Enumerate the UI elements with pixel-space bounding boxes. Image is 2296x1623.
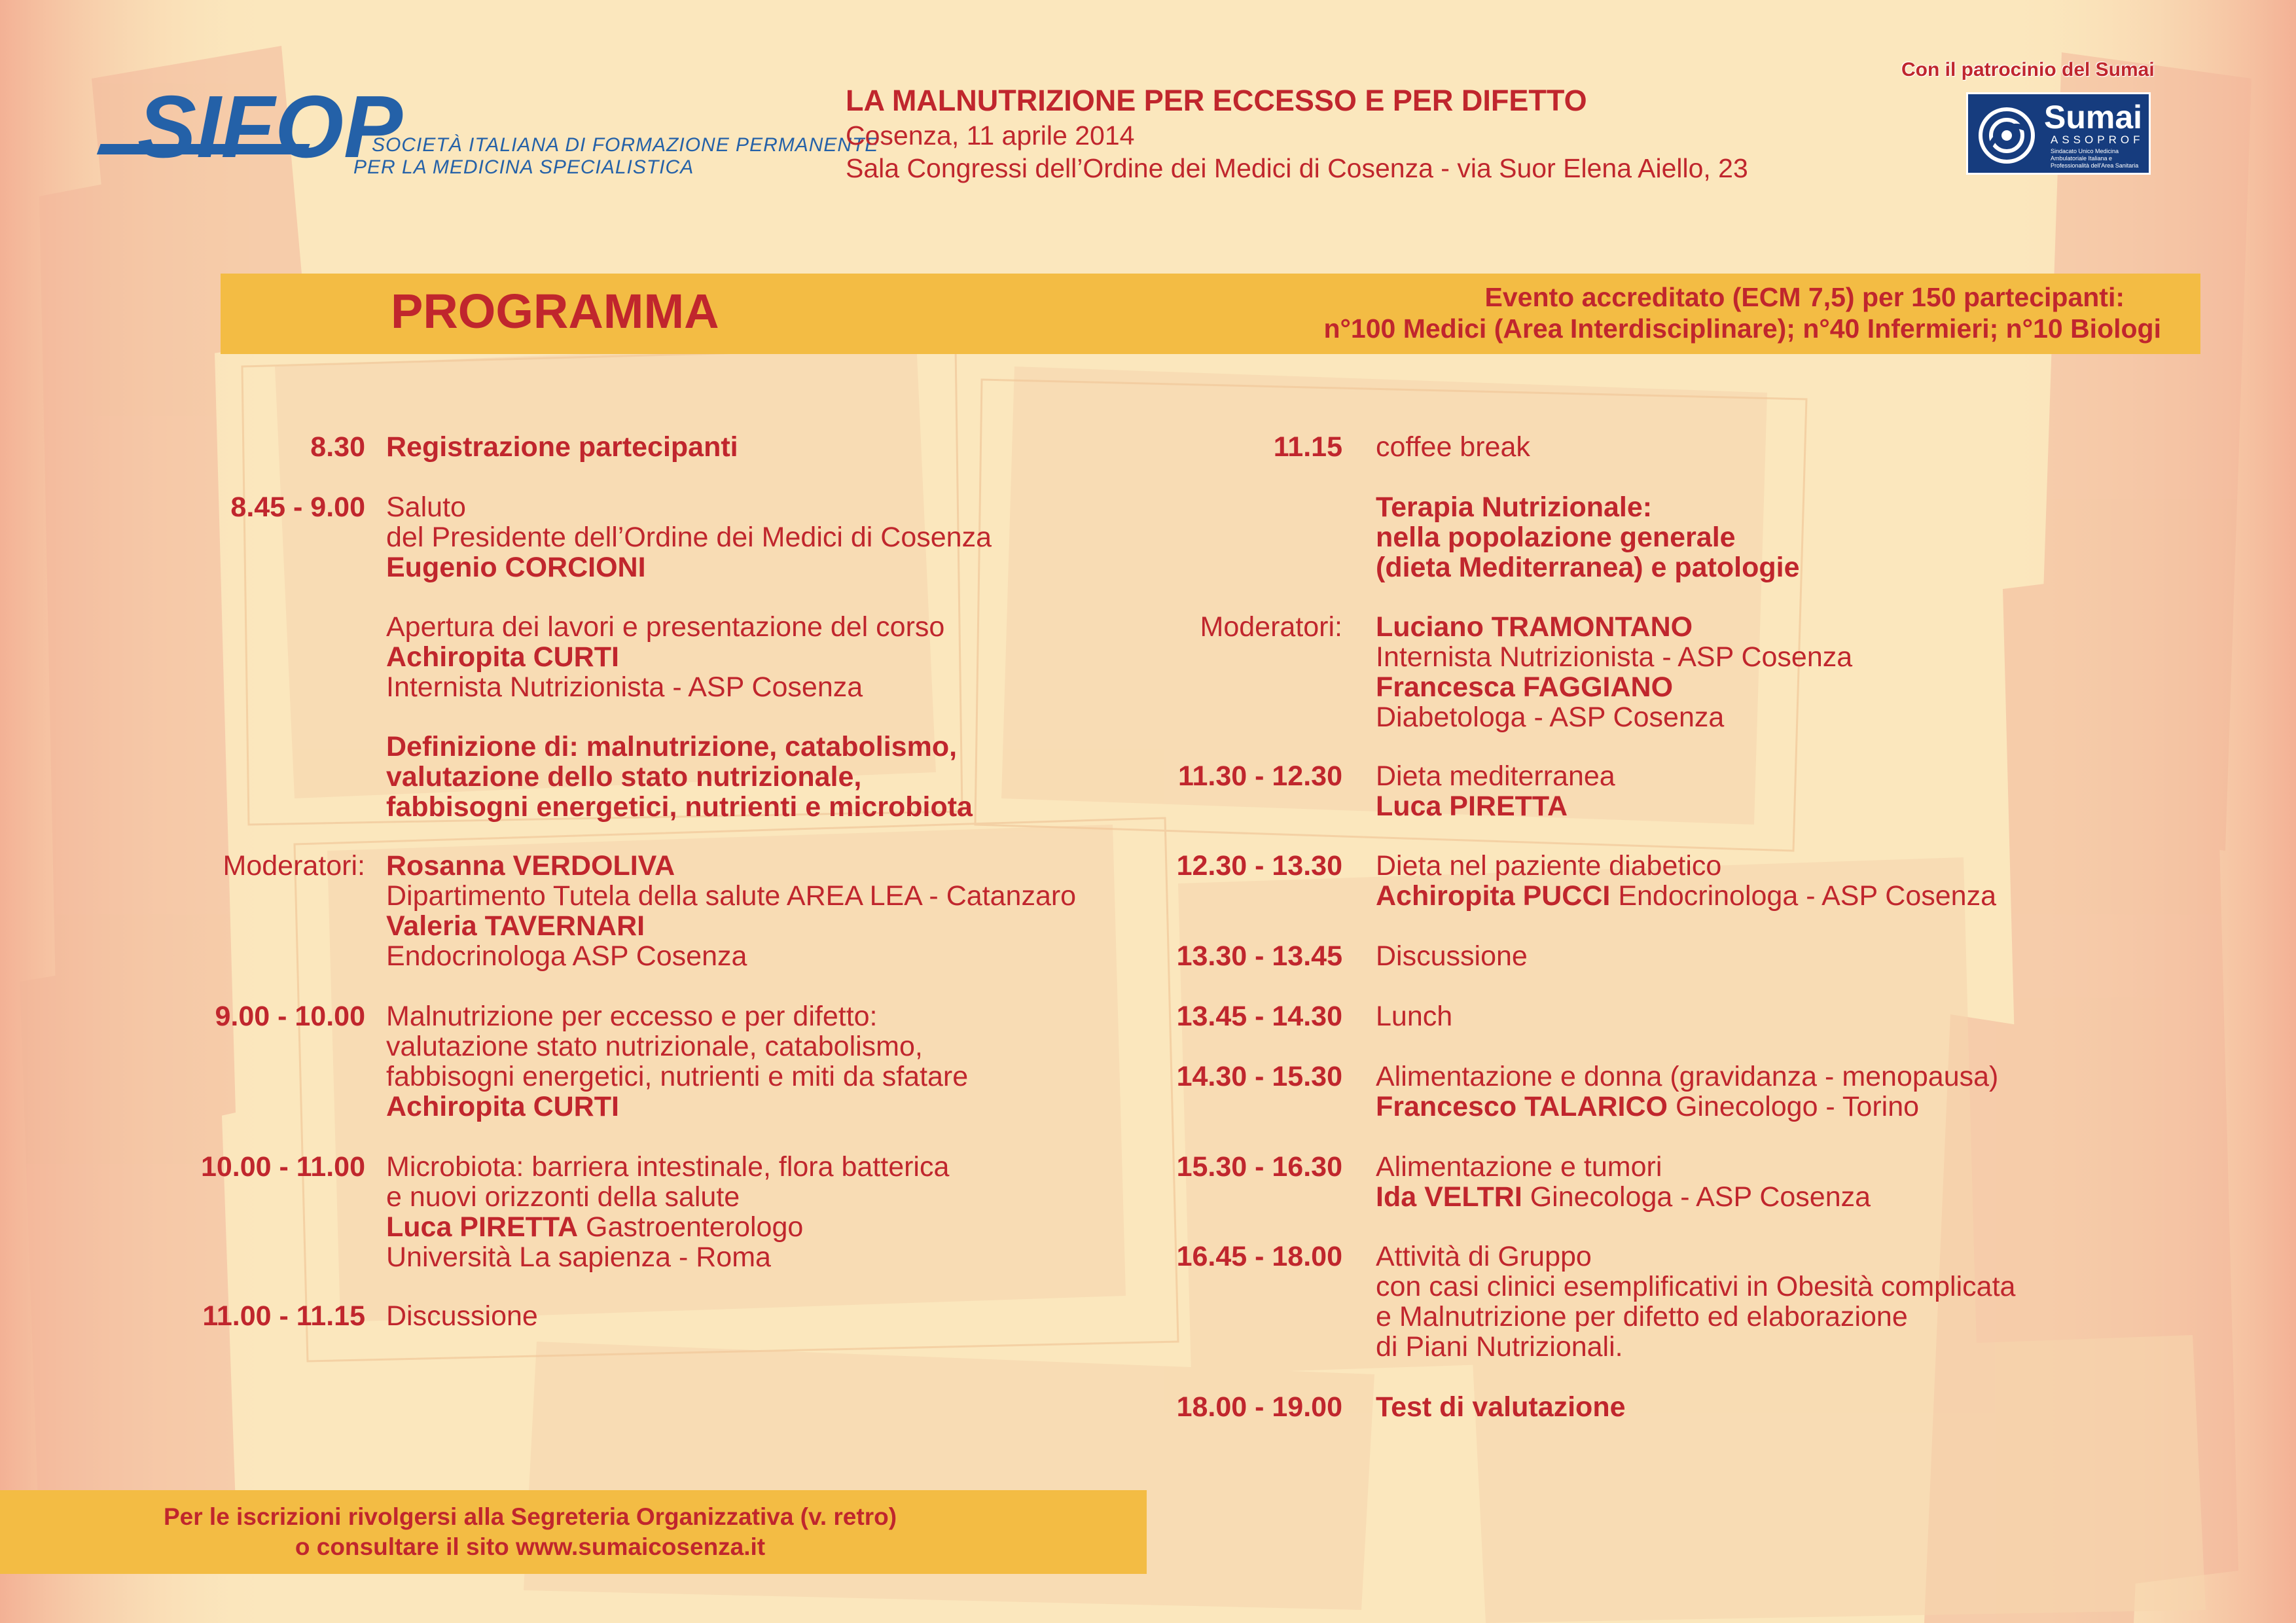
speaker-line <box>1376 881 1996 911</box>
time-slot: 11.15 <box>1273 431 1342 463</box>
session-line: Alimentazione e tumori <box>1376 1151 1662 1183</box>
programma-heading: PROGRAMMA <box>391 284 719 338</box>
time-slot: 14.30 - 15.30 <box>1176 1061 1342 1092</box>
session-line: nella popolazione generale <box>1376 522 1736 553</box>
speaker-name: Luca PIRETTA <box>1376 791 1568 822</box>
session-definitions <box>386 732 973 822</box>
speaker-role: Gastroenterologo <box>578 1211 804 1243</box>
session-line: con casi clinici esemplificativi in Obesità complicata <box>1376 1271 2016 1302</box>
speaker-name: Achiropita CURTI <box>386 1091 619 1122</box>
session-mediterranean-diet <box>1376 761 1615 821</box>
speaker-name: Luciano TRAMONTANO <box>1376 611 1693 643</box>
session-line: fabbisogni energetici, nutrienti e microbiota <box>386 791 973 823</box>
logo-caption-line2: PER LA MEDICINA SPECIALISTICA <box>353 156 694 178</box>
moderators-list <box>1376 612 1852 732</box>
session-line: Saluto <box>386 491 466 523</box>
session-line: valutazione stato nutrizionale, catabolismo, <box>386 1031 923 1062</box>
registration-footer <box>0 1490 1147 1574</box>
speaker-name: Luca PIRETTA <box>386 1211 579 1243</box>
time-slot: 13.30 - 13.45 <box>1176 940 1342 972</box>
time-slot: 10.00 - 11.00 <box>200 1151 365 1183</box>
time-slot: 12.30 - 13.30 <box>1176 850 1342 882</box>
sumai-word: Sumai <box>2044 99 2143 135</box>
session-line: (dieta Mediterranea) e patologie <box>1376 552 1800 583</box>
time-slot: 9.00 - 10.00 <box>215 1001 365 1032</box>
session-line: Microbiota: barriera intestinale, flora batterica <box>386 1151 950 1183</box>
moderators-label: Moderatori: <box>223 850 365 882</box>
speaker-role: Diabetologa - ASP Cosenza <box>1376 702 1725 733</box>
time-slot: 8.30 <box>310 431 365 463</box>
session-line: valutazione dello stato nutrizionale, <box>386 761 862 793</box>
session-line: e Malnutrizione per difetto ed elaborazione <box>1376 1301 1908 1332</box>
logo-caption <box>353 134 878 179</box>
speaker-name: Rosanna VERDOLIVA <box>386 850 675 882</box>
speaker-role: Endocrinologa - ASP Cosenza <box>1610 880 1997 912</box>
session-women <box>1376 1061 1998 1122</box>
patronage-label: Con il patrocinio del Sumai <box>1901 59 2155 80</box>
speaker-line <box>1376 1182 1871 1212</box>
event-title: LA MALNUTRIZIONE PER ECCESSO E PER DIFETTO <box>846 84 1587 117</box>
speaker-name: Ida VELTRI <box>1376 1181 1522 1213</box>
ecm-accreditation <box>1323 281 2161 344</box>
time-slot: 18.00 - 19.00 <box>1176 1391 1342 1423</box>
session-welcome <box>386 492 992 582</box>
speaker-name: Achiropita CURTI <box>386 641 619 673</box>
session-line: Dieta nel paziente diabetico <box>1376 850 1722 882</box>
moderators-label: Moderatori: <box>1200 611 1342 643</box>
sifop-logo <box>118 77 403 190</box>
speaker-name: Eugenio CORCIONI <box>386 552 646 583</box>
footer-line2: o consultare il sito www.sumaicosenza.it <box>295 1533 766 1560</box>
session-line: e nuovi orizzonti della salute <box>386 1181 740 1213</box>
ecm-line1: Evento accreditato (ECM 7,5) per 150 partecipanti: <box>1484 282 2125 312</box>
session-coffee-break: coffee break <box>1376 431 1530 463</box>
session-line: Dieta mediterranea <box>1376 760 1615 792</box>
session-diabetic-diet <box>1376 851 1996 911</box>
session-lunch: Lunch <box>1376 1001 1453 1032</box>
speaker-name: Francesca FAGGIANO <box>1376 671 1674 703</box>
session-discussion: Discussione <box>1376 940 1528 972</box>
session-line: Malnutrizione per eccesso e per difetto: <box>386 1001 878 1032</box>
session-opening <box>386 612 944 702</box>
logo-wordmark: SIFOP <box>137 77 403 176</box>
time-slot: 16.45 - 18.00 <box>1176 1241 1342 1272</box>
session-line: Definizione di: malnutrizione, catabolismo, <box>386 731 958 762</box>
time-slot: 11.00 - 11.15 <box>202 1300 365 1332</box>
session-discussion: Discussione <box>386 1300 538 1332</box>
speaker-role: Ginecologo - Torino <box>1668 1091 1920 1122</box>
footer-line1: Per le iscrizioni rivolgersi alla Segreteria Organizzativa (v. retro) <box>163 1503 897 1530</box>
logo-caption-line1: SOCIETÀ ITALIANA DI FORMAZIONE PERMANENTE <box>372 134 879 156</box>
time-slot: 8.45 - 9.00 <box>230 491 365 523</box>
session-line: Alimentazione e donna (gravidanza - menopausa) <box>1376 1061 1999 1092</box>
session-line: Attività di Gruppo <box>1376 1241 1592 1272</box>
speaker-affiliation: Università La sapienza - Roma <box>386 1241 771 1273</box>
session-title: Registrazione partecipanti <box>386 431 738 463</box>
session-test: Test di valutazione <box>1376 1391 1626 1423</box>
speaker-role: Ginecologa - ASP Cosenza <box>1522 1181 1871 1213</box>
session-therapy <box>1376 492 1800 582</box>
moderators-list <box>386 851 1076 971</box>
event-date: Cosenza, 11 aprile 2014 <box>846 120 1135 151</box>
session-microbiota <box>386 1152 949 1272</box>
speaker-role: Endocrinologa ASP Cosenza <box>386 940 747 972</box>
session-line: Terapia Nutrizionale: <box>1376 491 1653 523</box>
session-line: di Piani Nutrizionali. <box>1376 1331 1623 1363</box>
session-line: Apertura dei lavori e presentazione del corso <box>386 611 945 643</box>
time-slot: 15.30 - 16.30 <box>1176 1151 1342 1183</box>
speaker-line <box>1376 1092 1998 1122</box>
session-line: del Presidente dell’Ordine dei Medici di Cosenza <box>386 522 992 553</box>
ecm-line2: n°100 Medici (Area Interdisciplinare); n°40 Infermieri; n°10 Biologi <box>1323 313 2161 344</box>
time-slot: 11.30 - 12.30 <box>1177 760 1342 792</box>
session-line: fabbisogni energetici, nutrienti e miti da sfatare <box>386 1061 969 1092</box>
session-tumors <box>1376 1152 1871 1212</box>
speaker-role: Internista Nutrizionista - ASP Cosenza <box>386 671 863 703</box>
speaker-role: Dipartimento Tutela della salute AREA LEA - Catanzaro <box>386 880 1077 912</box>
sumai-description: Sindacato Unico Medicina Ambulatoriale Italiana e Professionalità dell'Area Sanitaria <box>2051 148 2139 169</box>
sumai-badge <box>1966 92 2151 175</box>
speaker-name: Achiropita PUCCI <box>1376 880 1611 912</box>
session-malnutrition <box>386 1001 968 1122</box>
session-group-activity <box>1376 1241 2015 1362</box>
speaker-name: Francesco TALARICO <box>1376 1091 1668 1122</box>
time-slot: 13.45 - 14.30 <box>1176 1001 1342 1032</box>
sumai-emblem-icon <box>1977 106 2036 165</box>
speaker-line <box>386 1212 949 1242</box>
speaker-name: Valeria TAVERNARI <box>386 910 645 942</box>
sumai-assoprof: ASSOPROF <box>2051 134 2144 146</box>
speaker-role: Internista Nutrizionista - ASP Cosenza <box>1376 641 1853 673</box>
event-venue: Sala Congressi dell’Ordine dei Medici di Cosenza - via Suor Elena Aiello, 23 <box>846 153 1748 183</box>
